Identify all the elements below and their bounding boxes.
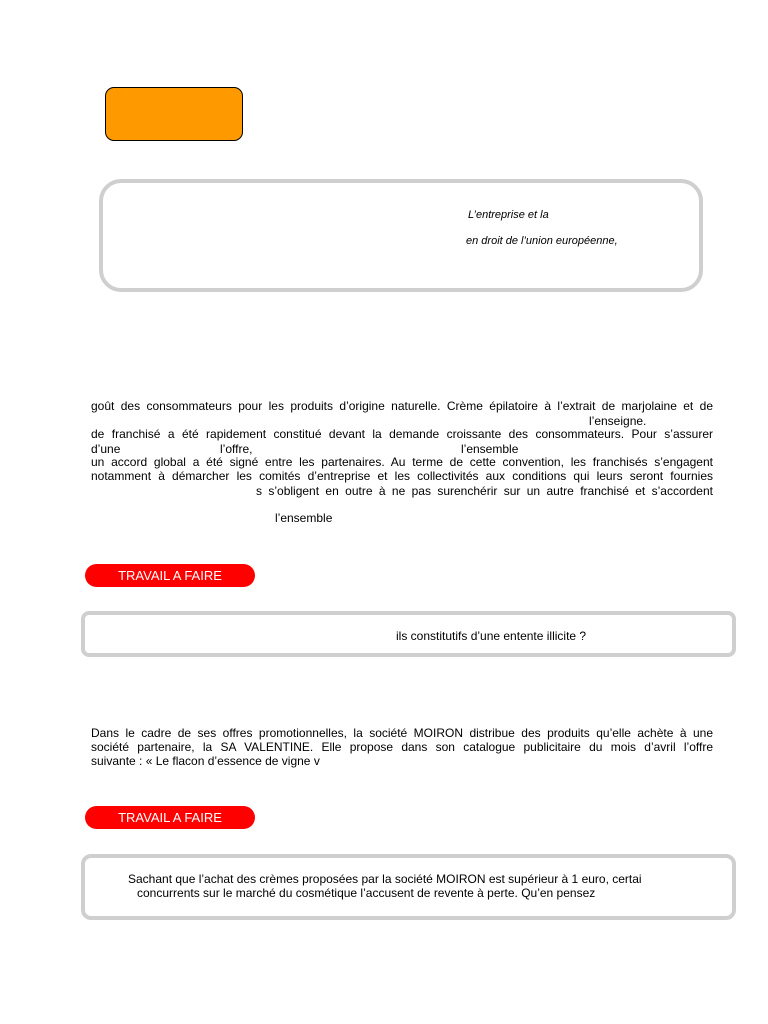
travail-a-faire-badge-1: TRAVAIL A FAIRE [85, 564, 255, 587]
paragraph1-fragment-enseigne: l’enseigne. [589, 414, 647, 428]
paragraph2-line-3: suivante : « Le flacon d’essence de vigne v [91, 754, 320, 768]
intro-line-1: L’entreprise et la [468, 209, 549, 221]
paragraph2-line-2: société partenaire, la SA VALENTINE. Elle propose dans son catalogue publicitaire du mois d’avril l’offre [91, 740, 713, 754]
paragraph1-line-7: un accord global a été signé entre les partenaires. Au terme de cette convention, les franchisés s’engagent [91, 455, 713, 469]
orange-header-box [105, 87, 243, 141]
paragraph1-fragment-dune: d’une [91, 442, 121, 456]
paragraph1-line-9: s s’obligent en outre à ne pas surenchérir sur un autre franchisé et s’accordent [256, 484, 713, 498]
paragraph1-fragment-loffre: l’offre, [220, 442, 253, 456]
paragraph1-fragment-lensemble-2: l’ensemble [275, 511, 333, 525]
question-1-text: ils constitutifs d’une entente illicite ? [396, 629, 587, 643]
paragraph1-line-3: de franchisé a été rapidement constitué devant la demande croissante des consommateurs. Pour s’assurer [91, 427, 713, 441]
paragraph2-line-1: Dans le cadre de ses offres promotionnelles, la société MOIRON distribue des produits qu’elle achète à une [91, 726, 713, 740]
question-2-line-1: Sachant que l’achat des crèmes proposées par la société MOIRON est supérieur à 1 euro, certai [128, 872, 642, 886]
paragraph1-fragment-lensemble: l’ensemble [461, 442, 519, 456]
intro-line-2: en droit de l’union européenne, [466, 235, 618, 247]
travail-a-faire-badge-2: TRAVAIL A FAIRE [85, 806, 255, 829]
question-2-line-2: concurrents sur le marché du cosmétique l’accusent de revente à perte. Qu’en pensez [137, 886, 596, 900]
paragraph1-line-1: goût des consommateurs pour les produits d’origine naturelle. Crème épilatoire à l’extrait de marjolaine et de [91, 399, 713, 413]
paragraph1-line-8: notamment à démarcher les comités d’entreprise et les collectivités aux conditions qui leurs seront fournies [91, 469, 713, 483]
